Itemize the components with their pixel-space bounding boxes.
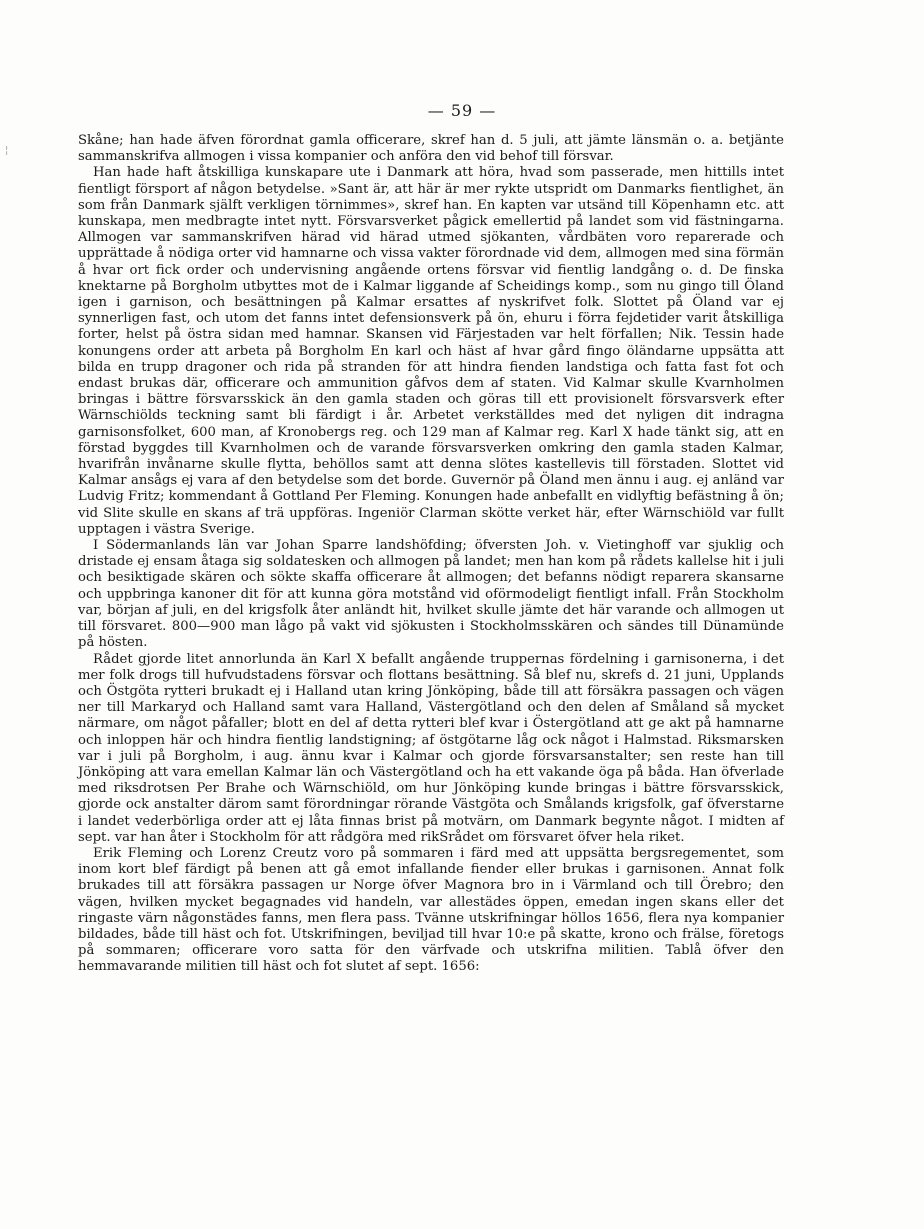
body-text bbox=[78, 133, 784, 976]
paragraph-5: Erik Fleming och Lorenz Creutz voro på sommaren i färd med att uppsätta bergsregementet, som inom kort blef färdigt på benen att gå emot infallande fiender eller brukas i garnisonen. Annat folk brukades till att försäkra passagen ur Norge öfver Magnora bro in i Värmland och till Örebro; den vägen, hvilken mycket begagnades vid handeln, var allestädes öppen, emedan ingen skans eller det ringaste värn någonstädes fanns, men flera pass. Tvänne utskrifningar höllos 1656, flera nya kompanier bildades, både till häst och fot. Utskrifningen, beviljad till hvar 10:e på skatte, krono och frälse, företogs på sommaren; officerare voro satta för den värfvade och utskrifna militien. Tablå öfver den hemmavarande militien till häst och fot slutet af sept. 1656: bbox=[78, 845, 784, 975]
paragraph-3: I Södermanlands län var Johan Sparre landshöfding; öfversten Joh. v. Vietinghoff var sjuklig och dristade ej ensam åtaga sig soldatesken och allmogen på landet; men han kom på rådets kallelse hit i juli och besiktigade skären och sökte skaffa officerare åt allmogen; det befanns nödigt reparera skansarne och uppbringa kanoner dit för att kunna göra motstånd vid oförmodeligt fientligt infall. Från Stockholm var, början af juli, en del krigsfolk åter anländt hit, hvilket skulle jämte det här varande och allmogen ut till försvaret. 800—900 man lågo på vakt vid sjökusten i Stockholmsskären och sändes till Dünamünde på hösten. bbox=[78, 538, 784, 651]
margin-mark: ¦ bbox=[5, 145, 9, 156]
paragraph-4: Rådet gjorde litet annorlunda än Karl X befallt angående truppernas fördelning i garnisonerna, i det mer folk drogs till hufvudstadens försvar och flottans besättning. Så blef nu, skrefs d. 21 juni, Upplands och Östgöta rytteri brukadt ej i Halland utan kring Jönköping, både till att försäkra passagen och vägen ner till Markaryd och Halland samt vara Halland, Västergötland och den delen af Småland så mycket närmare, om något påfaller; blott en del af detta rytteri blef kvar i Östergötland att ge akt på hamnarne och inloppen här och hindra fientlig landstigning; af östgötarne låg ock något i Halmstad. Riksmarsken var i juli på Borgholm, i aug. ännu kvar i Kalmar och gjorde försvarsanstalter; sen reste han till Jönköping att vara emellan Kalmar län och Västergötland och ha ett vakande öga på båda. Han öfverlade med riksdrotsen Per Brahe och Wärnschiöld, om hur Jönköping kunde bringas i bättre försvarsskick, gjorde ock anstalter därom samt förordningar rörande Västgöta och Smålands krigsfolk, gaf öfverstarne i landet vederbörliga order att ej låta finnas brist på motvärn, om Danmark begynte något. I midten af sept. var han åter i Stockholm för att rådgöra med rikSrådet om försvaret öfver hela riket. bbox=[78, 651, 784, 845]
paragraph-2: Han hade haft åtskilliga kunskapare ute i Danmark att höra, hvad som passerade, men hittills intet fientligt försport af någon betydelse. »Sant är, att här är mer rykte utspridt om Danmarks fientlighet, än som från Danmark själft verkligen törnimmes», skref han. En kapten var utsänd till Köpenhamn etc. att kunskapa, men medbragte intet nytt. Försvarsverket pågick emellertid på landet som vid fästningarna. Allmogen var sammanskrifven härad vid härad utmed sjökanten, vårdbäten voro reparerade och upprättade å nödiga orter vid hamnarne och vissa vakter förordnade vid dem, allmogen med sina förmän å hvar ort fick order och undervisning angående ortens försvar vid fientlig landgång o. d. De finska knektarne på Borgholm utbyttes mot de i Kalmar liggande af Scheidings komp., som nu gingo till Öland igen i garnison, och besättningen på Kalmar ersattes af nyskrifvet folk. Slottet på Öland var ej synnerligen fast, och utom det fanns intet defensionsverk på ön, ehuru i förra fejdetider varit åtskilliga forter, helst på östra sidan med hamnar. Skansen vid Färjestaden var helt förfallen; Nik. Tessin hade konungens order att arbeta på Borgholm En karl och häst af hvar gård fingo öländarne uppsätta att bilda en trupp dragoner och rida på stranden för att hindra fienden landstiga och fatta fast fot och endast brukas där, officerare och ammunition gåfvos dem af staten. Vid Kalmar skulle Kvarnholmen bringas i bättre försvarsskick än den gamla staden och göras till ett provisionelt försvarsverk efter Wärnschiölds teckning samt bli färdigt i år. Arbetet verkställdes med det nyligen dit indragna garnisonsfolket, 600 man, af Kronobergs reg. och 129 man af Kalmar reg. Karl X hade tänkt sig, att en förstad byggdes till Kvarnholmen och de varande försvarsverken omkring den gamla staden Kalmar, hvarifrån invånarne skulle flytta, behöllos samt att denna slötes kastellevis till förstaden. Slottet vid Kalmar ansågs ej vara af den betydelse som det borde. Guvernör på Öland men ännu i aug. ej anländ var Ludvig Fritz; kommendant å Gottland Per Fleming. Konungen hade anbefallt en vidlyftig befästning å ön; vid Slite skulle en skans af trä uppföras. Ingeniör Clarman skötte verket här, efter Wärnschiöld var fullt upptagen i västra Sverige. bbox=[78, 165, 784, 537]
paragraph-1: Skåne; han hade äfven förordnat gamla officerare, skref han d. 5 juli, att jämte länsmän o. a. betjänte sammanskrifva allmogen i vissa kompanier och anföra den vid behof till försvar. bbox=[78, 133, 784, 165]
page-number: — 59 — bbox=[427, 101, 497, 120]
